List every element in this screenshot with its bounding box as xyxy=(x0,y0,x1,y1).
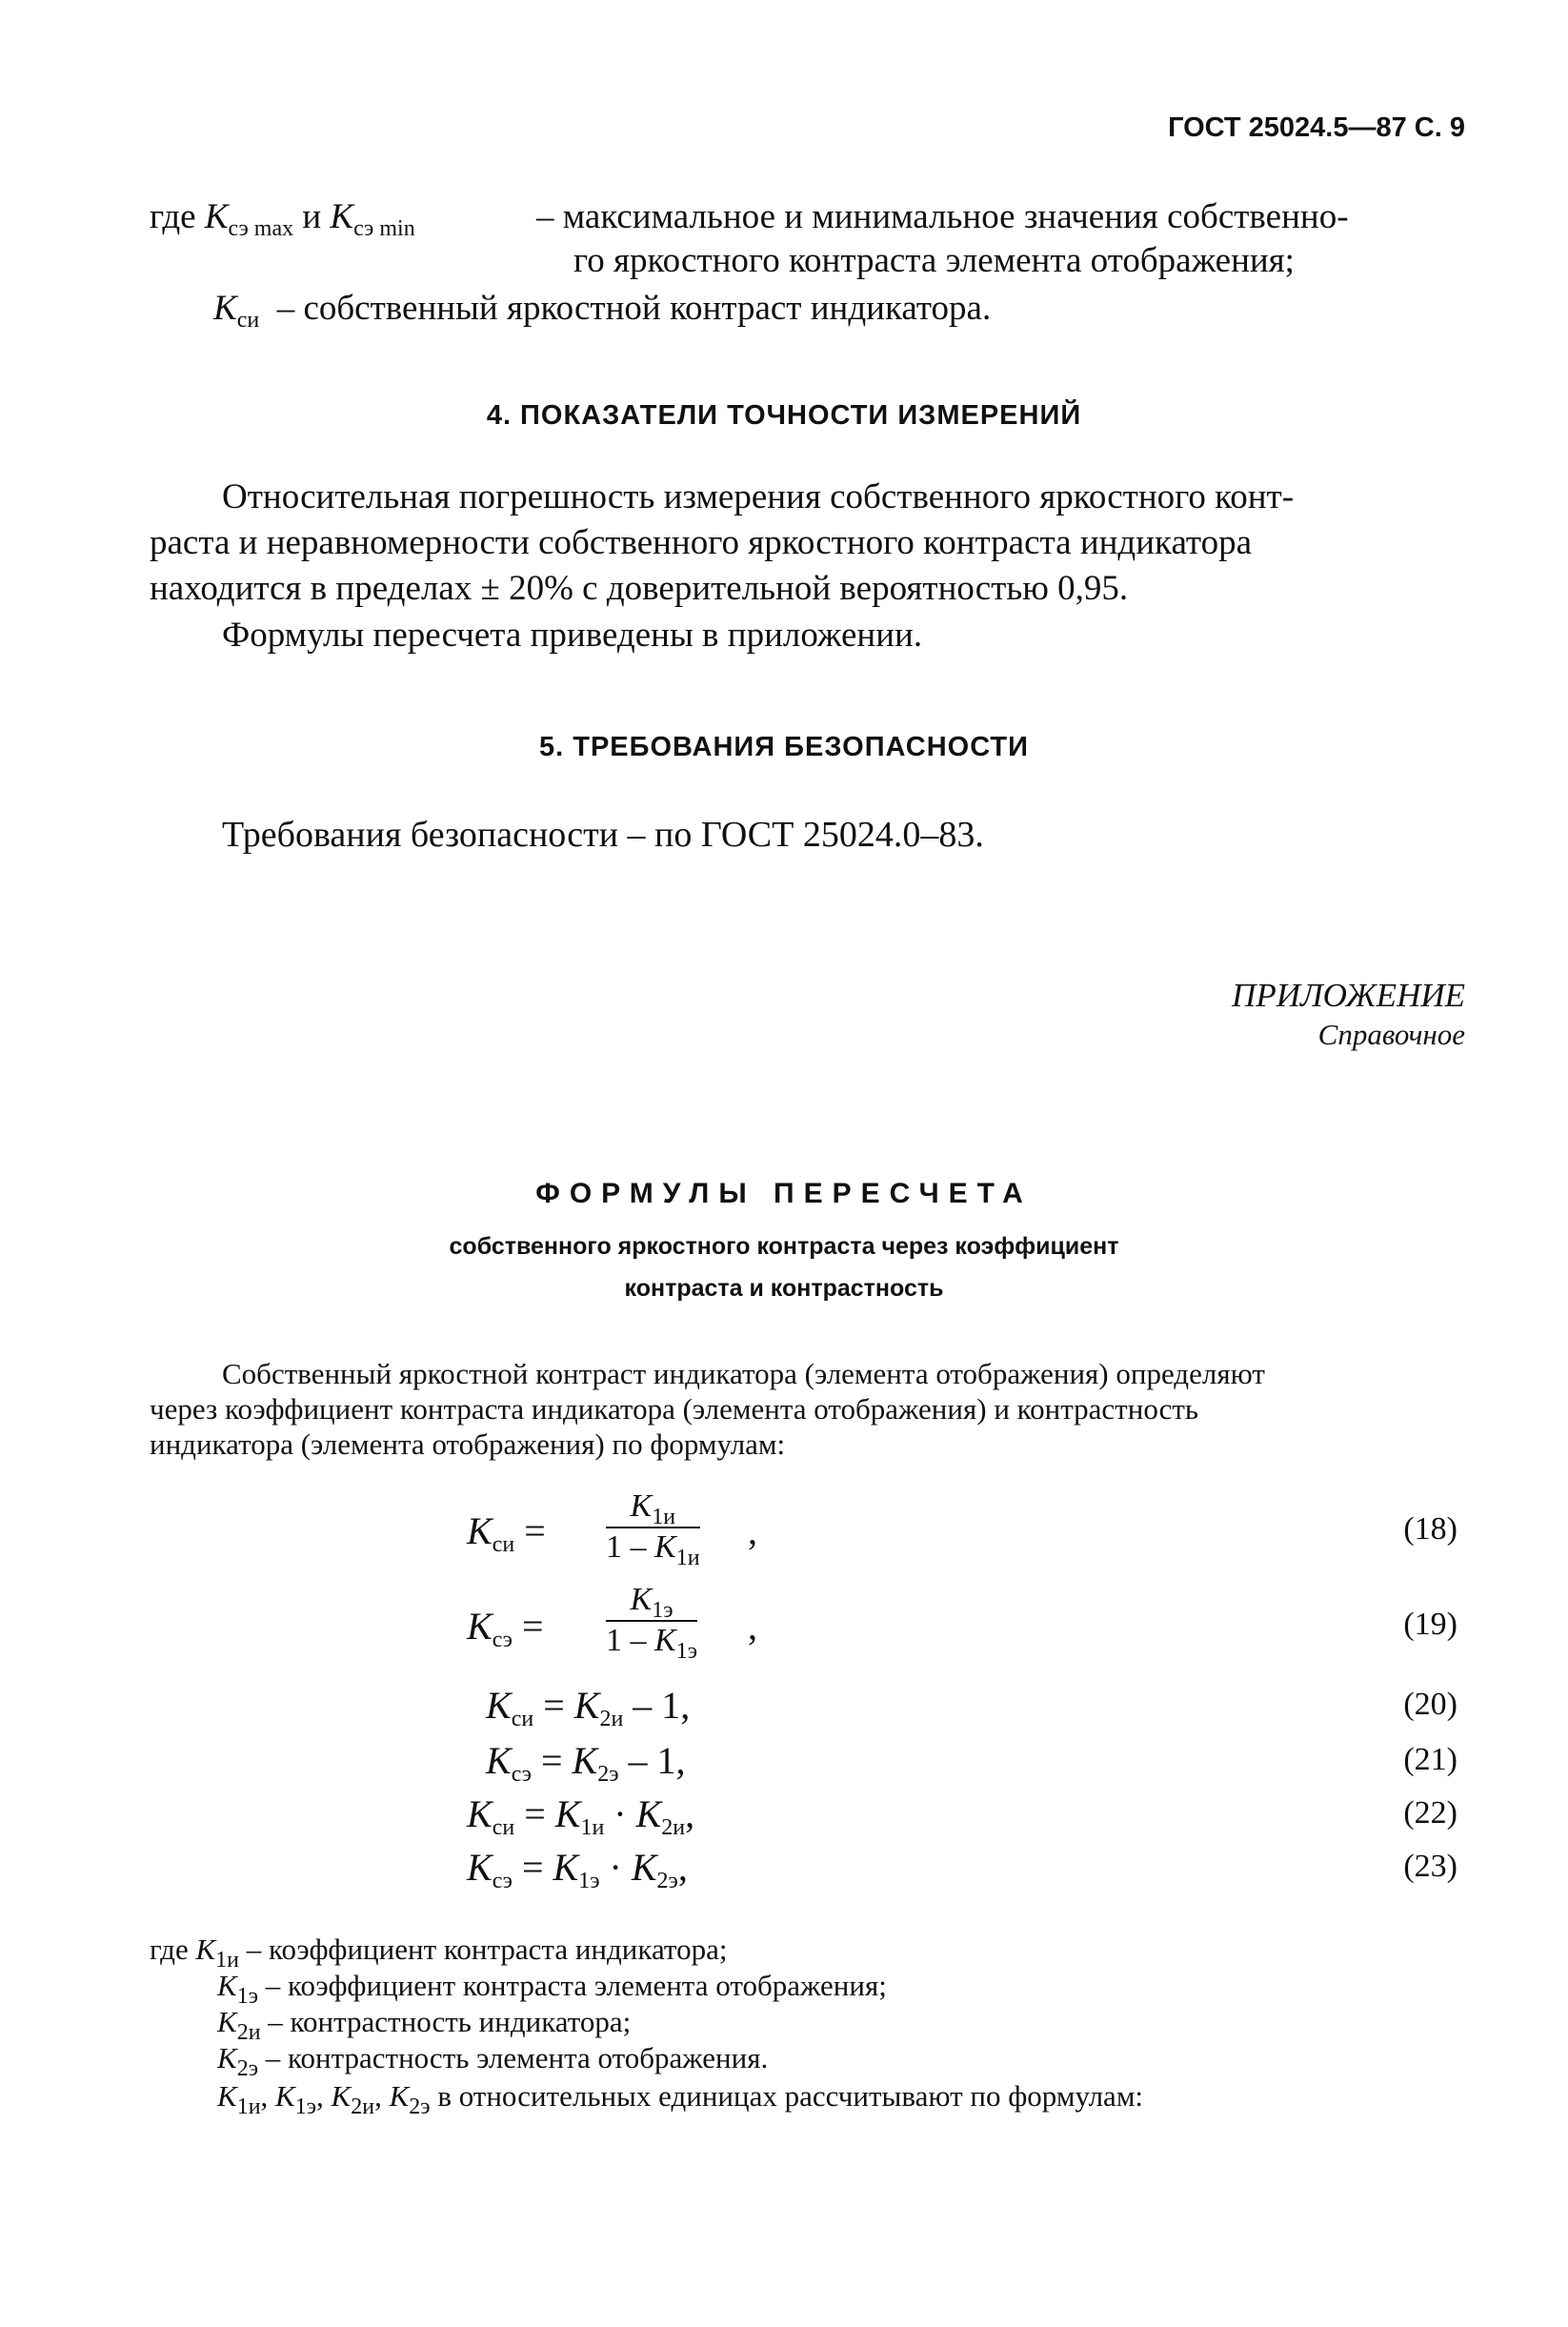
appendix-label: ПРИЛОЖЕНИЕ xyxy=(1232,977,1465,1014)
section-4-title: 4. ПОКАЗАТЕЛИ ТОЧНОСТИ ИЗМЕРЕНИЙ xyxy=(486,400,1082,431)
fraction-19: $K_{1э}$ $1 - K_{1э}$ xyxy=(606,1582,697,1664)
appendix-title: ФОРМУЛЫ ПЕРЕСЧЕТА xyxy=(535,1178,1033,1209)
appendix-subtitle-2: контраста и контрастность xyxy=(624,1275,944,1302)
appendix-intro-l1: Собственный яркостной контраст индикатора (элемента отображения) определяют xyxy=(222,1357,1265,1390)
def-units: $K_{1и}$, $K_{1э}$, $K_{2и}$, $K_{2э}$ в относительных единицах рассчитывают по формулам: xyxy=(217,2079,1144,2119)
formula-22: $K_{си} = K_{1и} \cdot K_{2и}$, (22) xyxy=(467,1792,1457,1840)
section-4-p1-l1: Относительная погрешность измерения собственного яркостного конт- xyxy=(222,477,1295,516)
page-header: ГОСТ 25024.5—87 С. 9 xyxy=(1168,112,1465,143)
appendix-kind: Справочное xyxy=(1317,1018,1465,1051)
section-4-p1-l3: находится в пределах ± 20% с доверительной вероятностью 0,95. xyxy=(150,569,1129,608)
section-5-text: Требования безопасности – по ГОСТ 25024.0–83. xyxy=(222,815,984,855)
section-4-p2: Формулы пересчета приведены в приложении. xyxy=(222,616,923,655)
formula-21-number: (21) xyxy=(1403,1742,1457,1777)
formula-19: $K_{сэ}$ = $K_{1э}$ $1 - K_{1э}$ , (19) xyxy=(467,1582,1457,1664)
def-ksi: $K_{си}$ – собственный яркостной контраст индикатора. xyxy=(213,289,992,333)
def-kce-maxmin: где $K_{сэ max}$ и $K_{сэ min}$ xyxy=(150,197,415,241)
appendix-intro-l3: индикатора (элемента отображения) по формулам: xyxy=(150,1427,786,1461)
formula-18-number: (18) xyxy=(1403,1511,1457,1547)
appendix-intro-l2: через коэффициент контраста индикатора (элемента отображения) и контрастность xyxy=(150,1392,1199,1426)
section-4-p1-l2: раста и неравномерности собственного яркостного контраста индикатора xyxy=(150,523,1253,562)
formula-20: $K_{си} = K_{2и} - 1$, (20) xyxy=(486,1684,1457,1731)
def-k2i: $K_{2и}$ – контрастность индикатора; xyxy=(217,2005,632,2045)
appendix-subtitle-1: собственного яркостного контраста через коэффициент xyxy=(449,1233,1119,1260)
formula-23-number: (23) xyxy=(1403,1849,1457,1884)
def-k1e: $K_{1э}$ – коэффициент контраста элемента отображения; xyxy=(217,1969,887,2009)
formula-18: $K_{си}$ = $K_{1и}$ $1 - K_{1и}$ , (18) xyxy=(467,1488,1457,1570)
formula-23: $K_{сэ} = K_{1э} \cdot K_{2э}$, (23) xyxy=(467,1846,1457,1893)
def-k1i: где $K_{1и}$ – коэффициент контраста индикатора; xyxy=(150,1932,728,1973)
formula-19-number: (19) xyxy=(1403,1607,1457,1642)
def-kce-text-2: го яркостного контраста элемента отображения; xyxy=(573,241,1295,280)
formula-20-number: (20) xyxy=(1403,1687,1457,1722)
def-kce-text-1: – максимальное и минимальное значения собственно- xyxy=(536,197,1349,236)
def-k2e: $K_{2э}$ – контрастность элемента отображения. xyxy=(217,2041,769,2081)
formula-21: $K_{сэ} = K_{2э} - 1$, (21) xyxy=(486,1739,1457,1787)
section-5-title: 5. ТРЕБОВАНИЯ БЕЗОПАСНОСТИ xyxy=(539,732,1029,762)
formula-22-number: (22) xyxy=(1403,1795,1457,1831)
fraction-18: $K_{1и}$ $1 - K_{1и}$ xyxy=(606,1488,700,1570)
